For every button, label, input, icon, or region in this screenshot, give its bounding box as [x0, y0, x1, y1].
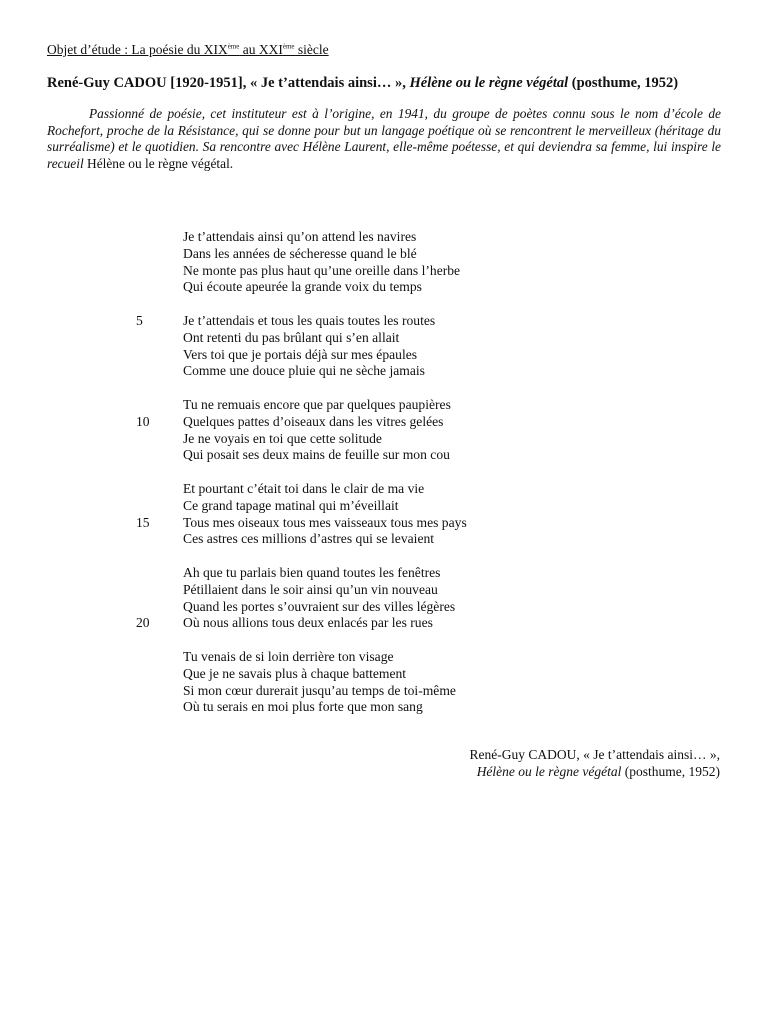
source-credit	[470, 746, 720, 780]
verse-text: Et pourtant c’était toi dans le clair de ma vie	[183, 480, 425, 496]
stanza-gap	[0, 296, 768, 313]
verse-text: Tu ne remuais encore que par quelques paupières	[183, 396, 451, 412]
poem-line	[0, 615, 768, 632]
poem-line	[0, 397, 768, 414]
study-object-prefix: Objet d’étude : La poésie du XIX	[47, 42, 228, 57]
poem-line	[0, 582, 768, 599]
line-number: 20	[136, 615, 150, 631]
verse-text: Si mon cœur durerait jusqu’au temps de toi-même	[183, 682, 456, 698]
poem-line	[0, 229, 768, 246]
poem-line	[0, 246, 768, 263]
poem-line	[0, 414, 768, 431]
poem-line	[0, 330, 768, 347]
poem-line	[0, 531, 768, 548]
poem-line	[0, 565, 768, 582]
poem-line	[0, 431, 768, 448]
poem-line	[0, 515, 768, 532]
intro-paragraph	[47, 106, 721, 173]
verse-text: Dans les années de sécheresse quand le blé	[183, 245, 417, 261]
poem-line	[0, 481, 768, 498]
superscript-eme-2: ème	[282, 42, 295, 51]
poem-line	[0, 666, 768, 683]
line-number: 10	[136, 413, 150, 429]
study-object-heading	[47, 42, 329, 58]
poem-line	[0, 279, 768, 296]
verse-text: Ah que tu parlais bien quand toutes les fenêtres	[183, 564, 441, 580]
poem-line	[0, 347, 768, 364]
verse-text: Qui posait ses deux mains de feuille sur mon cou	[183, 447, 450, 463]
line-number: 15	[136, 514, 150, 530]
poem-line	[0, 599, 768, 616]
stanza-gap	[0, 548, 768, 565]
study-object-suffix: siècle	[294, 42, 329, 57]
credit-suffix: (posthume, 1952)	[621, 764, 720, 779]
title-author-part: René-Guy CADOU [1920-1951], « Je t’attendais ainsi… »,	[47, 75, 410, 91]
intro-end: .	[229, 156, 234, 172]
verse-text: Comme une douce pluie qui ne sèche jamais	[183, 363, 425, 379]
stanza-gap	[0, 632, 768, 649]
poem-line	[0, 649, 768, 666]
stanza-gap	[0, 380, 768, 397]
verse-text: Je ne voyais en toi que cette solitude	[183, 430, 382, 446]
verse-text: Tous mes oiseaux tous mes vaisseaux tous mes pays	[183, 514, 467, 530]
verse-text: Tu venais de si loin derrière ton visage	[183, 648, 394, 664]
poem-line	[0, 263, 768, 280]
poem-title	[47, 75, 727, 92]
poem-line	[0, 363, 768, 380]
stanza-gap	[0, 464, 768, 481]
verse-text: Ce grand tapage matinal qui m’éveillait	[183, 497, 399, 513]
intro-text: Passionné de poésie, cet instituteur est à l’origine, en 1941, du groupe de poètes connu sous le nom d’école de Rochefort, proche de la Résistance, qui se donne pour but un langage poétique où se rencontrent le merveilleux (héritage du surréalisme) et le quotidien. Sa rencontre avec Hélène Laurent, elle-même poétesse, et qui deviendra sa femme, lui inspire le recueil	[47, 106, 721, 172]
verse-text: Je t’attendais ainsi qu’on attend les navires	[183, 229, 417, 244]
title-suffix: (posthume, 1952)	[568, 75, 679, 91]
poem-body	[0, 229, 768, 716]
study-object-mid: au XXI	[239, 42, 283, 57]
verse-text: Que je ne savais plus à chaque battement	[183, 665, 407, 681]
line-number: 5	[136, 312, 143, 328]
verse-text: Où tu serais en moi plus forte que mon sang	[183, 699, 423, 715]
verse-text: Ces astres ces millions d’astres qui se levaient	[183, 531, 435, 547]
poem-line	[0, 699, 768, 716]
intro-book: Hélène ou le règne végétal	[87, 156, 230, 172]
verse-text: Ont retenti du pas brûlant qui s’en allait	[183, 329, 400, 345]
credit-line-1: René-Guy CADOU, « Je t’attendais ainsi… »,	[469, 747, 720, 762]
verse-text: Ne monte pas plus haut qu’une oreille dans l’herbe	[183, 262, 461, 278]
verse-text: Qui écoute apeurée la grande voix du temps	[183, 279, 422, 295]
verse-text: Je t’attendais et tous les quais toutes les routes	[183, 312, 436, 328]
verse-text: Où nous allions tous deux enlacés par les rues	[183, 615, 433, 631]
verse-text: Quand les portes s’ouvraient sur des villes légères	[183, 598, 456, 614]
title-book: Hélène ou le règne végétal	[409, 75, 569, 91]
credit-line-2	[470, 763, 720, 780]
credit-book: Hélène ou le règne végétal	[476, 764, 622, 779]
poem-line	[0, 313, 768, 330]
superscript-eme-1: ème	[227, 42, 240, 51]
verse-text: Quelques pattes d’oiseaux dans les vitres gelées	[183, 413, 444, 429]
verse-text: Vers toi que je portais déjà sur mes épaules	[183, 346, 418, 362]
verse-text: Pétillaient dans le soir ainsi qu’un vin nouveau	[183, 581, 438, 597]
poem-line	[0, 447, 768, 464]
poem-line	[0, 498, 768, 515]
poem-line	[0, 683, 768, 700]
